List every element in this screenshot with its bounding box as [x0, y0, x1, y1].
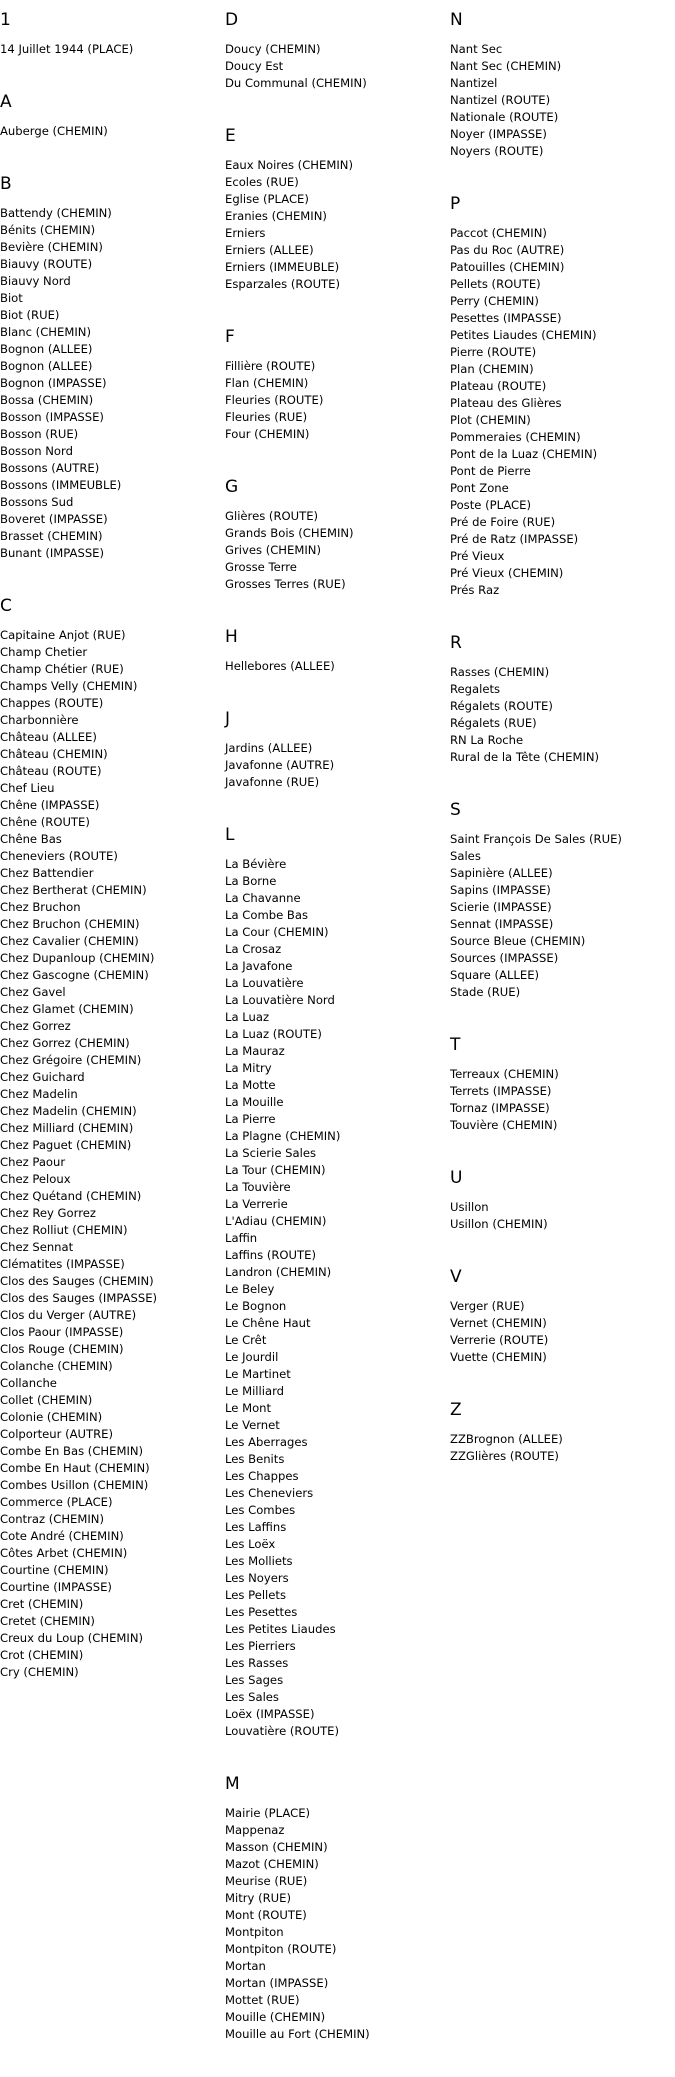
street-entry: Boveret (IMPASSE)	[0, 512, 108, 526]
street-entry: Chappes (ROUTE)	[0, 696, 104, 710]
street-entry: Le Vernet	[225, 1418, 280, 1432]
street-entry: Pré de Foire (RUE)	[450, 515, 556, 529]
section-letter-heading: T	[450, 1035, 461, 1055]
street-entry: Pré Vieux (CHEMIN)	[450, 566, 564, 580]
street-entry: Bossons (IMMEUBLE)	[0, 478, 122, 492]
street-entry: Sapinière (ALLEE)	[450, 866, 553, 880]
street-entry: Chez Battendier	[0, 866, 94, 880]
street-entry: Esparzales (ROUTE)	[225, 277, 340, 291]
street-entry: Les Combes	[225, 1503, 296, 1517]
street-entry: Usillon	[450, 1200, 489, 1214]
street-entry: Le Bognon	[225, 1299, 287, 1313]
street-entry: RN La Roche	[450, 733, 524, 747]
street-entry: Vuette (CHEMIN)	[450, 1350, 547, 1364]
letter-section	[450, 633, 622, 766]
street-entry: Mitry (RUE)	[225, 1891, 291, 1905]
street-entry: Pont Zone	[450, 481, 509, 495]
street-entry: Jardins (ALLEE)	[225, 741, 313, 755]
street-entry: La Combe Bas	[225, 908, 309, 922]
street-entry: Erniers	[225, 226, 266, 240]
street-entry: Cote André (CHEMIN)	[0, 1529, 124, 1543]
street-entry: Montpiton (ROUTE)	[225, 1942, 337, 1956]
section-letter-heading: D	[225, 10, 239, 30]
street-entry: Grives (CHEMIN)	[225, 543, 321, 557]
street-entry: Clos Rouge (CHEMIN)	[0, 1342, 124, 1356]
street-entry: Crot (CHEMIN)	[0, 1648, 84, 1662]
street-entry: Clos Paour (IMPASSE)	[0, 1325, 124, 1339]
street-entry: Biauvy Nord	[0, 274, 71, 288]
street-entry: Mouille au Fort (CHEMIN)	[225, 2027, 370, 2041]
street-entry: La Bévière	[225, 857, 287, 871]
street-entry: Chêne (IMPASSE)	[0, 798, 100, 812]
street-entry: Nationale (ROUTE)	[450, 110, 559, 124]
street-entry: Les Petites Liaudes	[225, 1622, 336, 1636]
street-entry: La Motte	[225, 1078, 276, 1092]
street-entry: Creux du Loup (CHEMIN)	[0, 1631, 144, 1645]
street-entry: Stade (RUE)	[450, 985, 521, 999]
street-entry: Bossa (CHEMIN)	[0, 393, 94, 407]
street-entry: Auberge (CHEMIN)	[0, 124, 108, 138]
street-entry: Bosson (IMPASSE)	[0, 410, 104, 424]
street-entry: Pierre (ROUTE)	[450, 345, 537, 359]
street-entry: 14 Juillet 1944 (PLACE)	[0, 42, 134, 56]
section-letter-heading: R	[450, 633, 462, 653]
street-entry: Eglise (PLACE)	[225, 192, 309, 206]
street-entry: Noyers (ROUTE)	[450, 144, 544, 158]
street-entry: Erniers (ALLEE)	[225, 243, 314, 257]
street-entry: Courtine (IMPASSE)	[0, 1580, 112, 1594]
street-entry: Chez Milliard (CHEMIN)	[0, 1121, 134, 1135]
street-entry: Meurise (RUE)	[225, 1874, 308, 1888]
street-entry: Fillière (ROUTE)	[225, 359, 316, 373]
street-entry: Verrerie (ROUTE)	[450, 1333, 549, 1347]
street-entry: Brasset (CHEMIN)	[0, 529, 103, 543]
street-entry: Nant Sec (CHEMIN)	[450, 59, 562, 73]
index-column-2	[225, 10, 370, 2077]
street-entry: Mortan	[225, 1959, 266, 1973]
letter-section	[0, 92, 157, 140]
section-letter-heading: E	[225, 126, 236, 146]
street-entry: Mazot (CHEMIN)	[225, 1857, 319, 1871]
letter-section	[450, 1168, 622, 1233]
street-entry: Usillon (CHEMIN)	[450, 1217, 548, 1231]
street-entry: La Plagne (CHEMIN)	[225, 1129, 341, 1143]
letter-section	[0, 596, 157, 1681]
letter-section	[225, 126, 370, 293]
street-entry: Doucy Est	[225, 59, 284, 73]
street-entry: Côtes Arbet (CHEMIN)	[0, 1546, 128, 1560]
street-entry: La Crosaz	[225, 942, 282, 956]
street-entry: Sales	[450, 849, 481, 863]
street-entry: Bevière (CHEMIN)	[0, 240, 103, 254]
street-entry: Bunant (IMPASSE)	[0, 546, 105, 560]
street-entry: Fleuries (RUE)	[225, 410, 308, 424]
street-entry: Vernet (CHEMIN)	[450, 1316, 547, 1330]
street-entry: Doucy (CHEMIN)	[225, 42, 321, 56]
section-letter-heading: U	[450, 1168, 463, 1188]
street-entry: La Verrerie	[225, 1197, 288, 1211]
street-entry: Rural de la Tête (CHEMIN)	[450, 750, 600, 764]
street-entry: Cheneviers (ROUTE)	[0, 849, 118, 863]
street-entry: Clématites (IMPASSE)	[0, 1257, 125, 1271]
street-entry: Chez Dupanloup (CHEMIN)	[0, 951, 155, 965]
street-entry: Chez Gorrez (CHEMIN)	[0, 1036, 130, 1050]
street-entry: La Mouille	[225, 1095, 284, 1109]
street-entry: Du Communal (CHEMIN)	[225, 76, 367, 90]
street-entry: Verger (RUE)	[450, 1299, 525, 1313]
street-entry: Erniers (IMMEUBLE)	[225, 260, 340, 274]
section-letter-heading: A	[0, 92, 12, 112]
street-entry: Ecoles (RUE)	[225, 175, 299, 189]
letter-section	[450, 194, 622, 599]
street-entry: Champ Chétier (RUE)	[0, 662, 124, 676]
street-entry: Chez Paour	[0, 1155, 66, 1169]
section-letter-heading: Z	[450, 1400, 462, 1420]
street-entry: La Mauraz	[225, 1044, 285, 1058]
street-entry: Pont de la Luaz (CHEMIN)	[450, 447, 598, 461]
street-entry: Chez Sennat	[0, 1240, 74, 1254]
street-entry: Chez Paguet (CHEMIN)	[0, 1138, 132, 1152]
street-entry: Flan (CHEMIN)	[225, 376, 309, 390]
street-entry: La Pierre	[225, 1112, 276, 1126]
street-entry: Le Martinet	[225, 1367, 291, 1381]
street-entry: Commerce (PLACE)	[0, 1495, 113, 1509]
street-entry: Clos des Sauges (IMPASSE)	[0, 1291, 158, 1305]
street-entry: Les Pierriers	[225, 1639, 296, 1653]
street-entry: Colonie (CHEMIN)	[0, 1410, 103, 1424]
street-entry: Bognon (ALLEE)	[0, 359, 93, 373]
street-entry: Bosson (RUE)	[0, 427, 79, 441]
street-entry: Pellets (ROUTE)	[450, 277, 541, 291]
section-letter-heading: F	[225, 327, 235, 347]
street-entry: Prés Raz	[450, 583, 500, 597]
street-entry: Glières (ROUTE)	[225, 509, 319, 523]
street-entry: Régalets (RUE)	[450, 716, 537, 730]
street-entry: Bossons Sud	[0, 495, 74, 509]
letter-section	[225, 1774, 370, 2043]
street-entry: Chez Bruchon	[0, 900, 81, 914]
letter-section	[225, 10, 370, 92]
street-entry: La Cour (CHEMIN)	[225, 925, 329, 939]
street-entry: Château (ALLEE)	[0, 730, 97, 744]
letter-section	[225, 327, 370, 443]
street-entry: Bossons (AUTRE)	[0, 461, 100, 475]
street-entry: Chez Rey Gorrez	[0, 1206, 96, 1220]
street-entry: Touvière (CHEMIN)	[450, 1118, 558, 1132]
street-entry: Les Molliets	[225, 1554, 293, 1568]
section-letter-heading: M	[225, 1774, 240, 1794]
section-letter-heading: J	[225, 709, 231, 729]
street-entry: Cret (CHEMIN)	[0, 1597, 84, 1611]
street-entry: Chez Peloux	[0, 1172, 71, 1186]
street-entry: Sennat (IMPASSE)	[450, 917, 554, 931]
street-entry: Mortan (IMPASSE)	[225, 1976, 329, 1990]
letter-section	[450, 10, 622, 160]
street-entry: Eaux Noires (CHEMIN)	[225, 158, 353, 172]
letter-section	[450, 1400, 622, 1465]
street-entry: Square (ALLEE)	[450, 968, 540, 982]
street-entry: Plateau des Glières	[450, 396, 562, 410]
street-entry: Chez Gascogne (CHEMIN)	[0, 968, 149, 982]
street-entry: Louvatière (ROUTE)	[225, 1724, 340, 1738]
street-entry: Régalets (ROUTE)	[450, 699, 553, 713]
street-entry: Chez Glamet (CHEMIN)	[0, 1002, 134, 1016]
letter-section	[450, 800, 622, 1001]
street-entry: Colporteur (AUTRE)	[0, 1427, 114, 1441]
street-entry: Pommeraies (CHEMIN)	[450, 430, 581, 444]
letter-section	[0, 174, 157, 562]
street-entry: La Luaz (ROUTE)	[225, 1027, 322, 1041]
street-entry: La Scierie Sales	[225, 1146, 317, 1160]
street-entry: Charbonnière	[0, 713, 79, 727]
street-entry: L'Adiau (CHEMIN)	[225, 1214, 327, 1228]
street-entry: Les Noyers	[225, 1571, 289, 1585]
letter-section	[225, 627, 370, 675]
street-entry: Le Jourdil	[225, 1350, 279, 1364]
index-column-3	[450, 10, 622, 1499]
letter-section	[225, 477, 370, 593]
street-entry: Laffin	[225, 1231, 258, 1245]
street-entry: Chêne (ROUTE)	[0, 815, 90, 829]
street-entry: La Luaz	[225, 1010, 270, 1024]
street-entry: Rasses (CHEMIN)	[450, 665, 550, 679]
street-entry: Champs Velly (CHEMIN)	[0, 679, 138, 693]
letter-section	[450, 1267, 622, 1366]
street-entry: Les Sales	[225, 1690, 279, 1704]
street-entry: La Touvière	[225, 1180, 291, 1194]
street-entry: Biot	[0, 291, 23, 305]
street-entry: Scierie (IMPASSE)	[450, 900, 552, 914]
street-entry: Capitaine Anjot (RUE)	[0, 628, 126, 642]
street-entry: Grosse Terre	[225, 560, 297, 574]
street-entry: Chez Gavel	[0, 985, 66, 999]
street-entry: Château (ROUTE)	[0, 764, 102, 778]
street-entry: ZZBrognon (ALLEE)	[450, 1432, 563, 1446]
street-entry: Chez Bruchon (CHEMIN)	[0, 917, 140, 931]
street-entry: Chez Gorrez	[0, 1019, 71, 1033]
street-entry: Champ Chetier	[0, 645, 88, 659]
street-entry: Les Benits	[225, 1452, 285, 1466]
street-entry: Bosson Nord	[0, 444, 73, 458]
street-entry: Les Aberrages	[225, 1435, 308, 1449]
street-entry: Chez Madelin	[0, 1087, 78, 1101]
street-entry: Bognon (ALLEE)	[0, 342, 93, 356]
section-letter-heading: L	[225, 825, 235, 845]
street-entry: Bognon (IMPASSE)	[0, 376, 107, 390]
street-entry: Les Loëx	[225, 1537, 276, 1551]
street-entry: Mouille (CHEMIN)	[225, 2010, 326, 2024]
street-entry: Les Pesettes	[225, 1605, 298, 1619]
street-entry: Collet (CHEMIN)	[0, 1393, 93, 1407]
street-entry: Battendy (CHEMIN)	[0, 206, 112, 220]
index-column-1	[0, 10, 157, 1715]
street-entry: Le Beley	[225, 1282, 275, 1296]
section-letter-heading: S	[450, 800, 461, 820]
street-entry: Grosses Terres (RUE)	[225, 577, 346, 591]
street-entry: La Chavanne	[225, 891, 301, 905]
street-entry: Loëx (IMPASSE)	[225, 1707, 315, 1721]
street-entry: Four (CHEMIN)	[225, 427, 310, 441]
street-entry: Sapins (IMPASSE)	[450, 883, 551, 897]
street-entry: Combe En Haut (CHEMIN)	[0, 1461, 150, 1475]
street-entry: La Mitry	[225, 1061, 272, 1075]
street-entry: Le Chêne Haut	[225, 1316, 311, 1330]
street-entry: Source Bleue (CHEMIN)	[450, 934, 586, 948]
street-entry: Biauvy (ROUTE)	[0, 257, 93, 271]
street-entry: La Louvatière Nord	[225, 993, 335, 1007]
street-entry: Chez Quétand (CHEMIN)	[0, 1189, 142, 1203]
street-entry: Courtine (CHEMIN)	[0, 1563, 109, 1577]
street-entry: Paccot (CHEMIN)	[450, 226, 547, 240]
street-entry: Mottet (RUE)	[225, 1993, 300, 2007]
street-entry: Les Pellets	[225, 1588, 286, 1602]
street-entry: Javafonne (RUE)	[225, 775, 320, 789]
street-entry: Petites Liaudes (CHEMIN)	[450, 328, 597, 342]
street-entry: Tornaz (IMPASSE)	[450, 1101, 550, 1115]
street-entry: Pesettes (IMPASSE)	[450, 311, 562, 325]
street-entry: Les Sages	[225, 1673, 284, 1687]
street-entry: Mappenaz	[225, 1823, 285, 1837]
street-entry: Grands Bois (CHEMIN)	[225, 526, 354, 540]
street-entry: Cretet (CHEMIN)	[0, 1614, 95, 1628]
section-letter-heading: V	[450, 1267, 462, 1287]
street-entry: Clos des Sauges (CHEMIN)	[0, 1274, 154, 1288]
street-entry: Pas du Roc (AUTRE)	[450, 243, 565, 257]
street-entry: La Louvatière	[225, 976, 304, 990]
street-entry: Le Crêt	[225, 1333, 267, 1347]
street-entry: La Borne	[225, 874, 277, 888]
letter-section	[225, 825, 370, 1740]
street-entry: Patouilles (CHEMIN)	[450, 260, 565, 274]
street-entry: Plot (CHEMIN)	[450, 413, 531, 427]
street-entry: Le Mont	[225, 1401, 272, 1415]
street-entry: Bénits (CHEMIN)	[0, 223, 96, 237]
street-entry: Les Chappes	[225, 1469, 299, 1483]
street-entry: Mairie (PLACE)	[225, 1806, 311, 1820]
street-entry: Les Rasses	[225, 1656, 289, 1670]
street-entry: Plateau (ROUTE)	[450, 379, 547, 393]
street-entry: Cry (CHEMIN)	[0, 1665, 79, 1679]
street-entry: Colanche (CHEMIN)	[0, 1359, 113, 1373]
section-letter-heading: B	[0, 174, 12, 194]
street-entry: Poste (PLACE)	[450, 498, 531, 512]
street-entry: Javafonne (AUTRE)	[225, 758, 335, 772]
letter-section	[0, 10, 157, 58]
street-entry: Château (CHEMIN)	[0, 747, 108, 761]
street-entry: Les Cheneviers	[225, 1486, 314, 1500]
street-entry: Fleuries (ROUTE)	[225, 393, 324, 407]
street-entry: Eranies (CHEMIN)	[225, 209, 327, 223]
street-entry: Noyer (IMPASSE)	[450, 127, 547, 141]
street-entry: Chêne Bas	[0, 832, 62, 846]
street-entry: Le Milliard	[225, 1384, 284, 1398]
street-entry: La Tour (CHEMIN)	[225, 1163, 326, 1177]
section-letter-heading: G	[225, 477, 239, 497]
street-entry: Chef Lieu	[0, 781, 55, 795]
street-entry: Combes Usillon (CHEMIN)	[0, 1478, 149, 1492]
street-entry: Blanc (CHEMIN)	[0, 325, 91, 339]
street-entry: Plan (CHEMIN)	[450, 362, 534, 376]
street-entry: Regalets	[450, 682, 501, 696]
street-entry: Les Laffins	[225, 1520, 287, 1534]
street-entry: Masson (CHEMIN)	[225, 1840, 328, 1854]
section-letter-heading: N	[450, 10, 463, 30]
street-entry: Saint François De Sales (RUE)	[450, 832, 622, 846]
street-entry: Contraz (CHEMIN)	[0, 1512, 105, 1526]
street-entry: Chez Rolliut (CHEMIN)	[0, 1223, 128, 1237]
letter-section	[225, 709, 370, 791]
section-letter-heading: H	[225, 627, 238, 647]
street-entry: Biot (RUE)	[0, 308, 60, 322]
street-entry: Chez Bertherat (CHEMIN)	[0, 883, 147, 897]
street-entry: Montpiton	[225, 1925, 284, 1939]
section-letter-heading: C	[0, 596, 12, 616]
street-entry: Sources (IMPASSE)	[450, 951, 559, 965]
street-entry: Collanche	[0, 1376, 57, 1390]
street-entry: Pré Vieux	[450, 549, 505, 563]
street-entry: La Javafone	[225, 959, 293, 973]
street-entry: Mont (ROUTE)	[225, 1908, 307, 1922]
street-entry: Clos du Verger (AUTRE)	[0, 1308, 137, 1322]
street-entry: Terreaux (CHEMIN)	[450, 1067, 559, 1081]
street-entry: Nantizel	[450, 76, 498, 90]
street-entry: Chez Madelin (CHEMIN)	[0, 1104, 137, 1118]
street-entry: Nantizel (ROUTE)	[450, 93, 551, 107]
street-entry: Chez Cavalier (CHEMIN)	[0, 934, 139, 948]
street-entry: ZZGlières (ROUTE)	[450, 1449, 559, 1463]
section-letter-heading: P	[450, 194, 461, 214]
street-entry: Pré de Ratz (IMPASSE)	[450, 532, 579, 546]
street-entry: Terrets (IMPASSE)	[450, 1084, 552, 1098]
street-entry: Chez Guichard	[0, 1070, 85, 1084]
street-entry: Pont de Pierre	[450, 464, 531, 478]
street-entry: Chez Grégoire (CHEMIN)	[0, 1053, 142, 1067]
street-entry: Landron (CHEMIN)	[225, 1265, 332, 1279]
section-letter-heading: 1	[0, 10, 11, 30]
street-entry: Perry (CHEMIN)	[450, 294, 539, 308]
letter-section	[450, 1035, 622, 1134]
street-entry: Nant Sec	[450, 42, 503, 56]
street-entry: Hellebores (ALLEE)	[225, 659, 335, 673]
street-entry: Combe En Bas (CHEMIN)	[0, 1444, 144, 1458]
street-entry: Laffins (ROUTE)	[225, 1248, 316, 1262]
